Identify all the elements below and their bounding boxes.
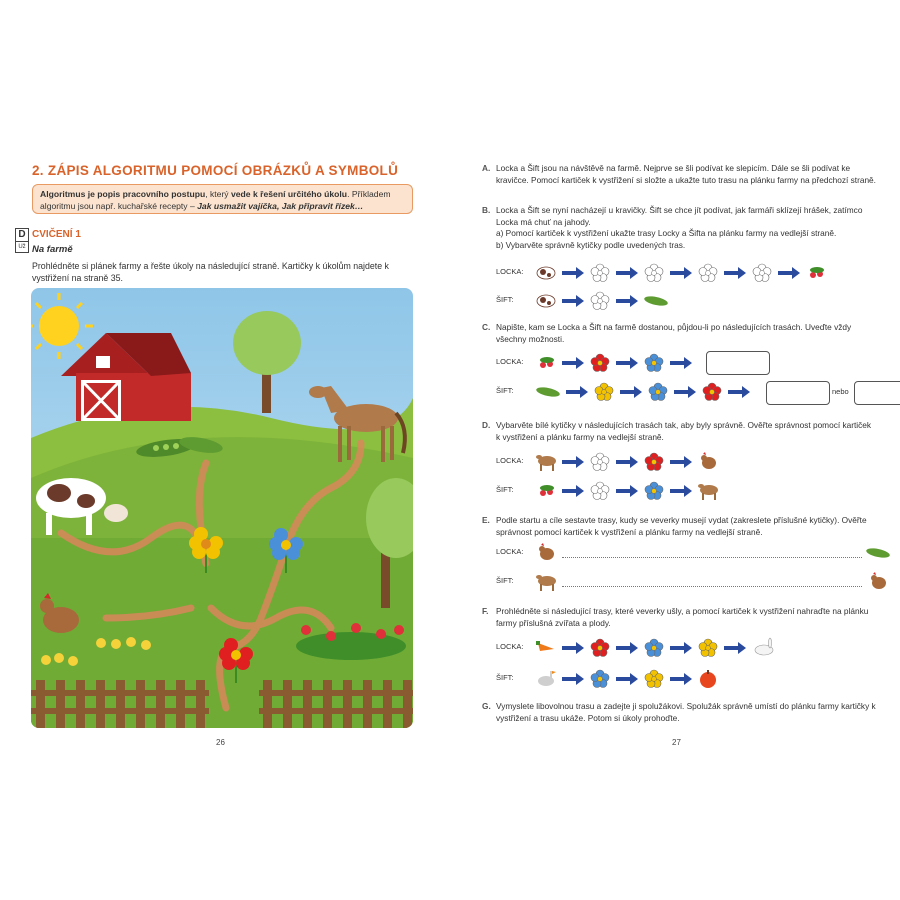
task-a-letter: A. (482, 163, 491, 173)
definition-text-2: . Příkladem algoritmu jsou např. kuchařské recepty – (40, 189, 391, 211)
arrow-right-icon (562, 267, 584, 279)
farm-map (31, 288, 413, 728)
arrow-right-icon (616, 456, 638, 468)
task-b-sub-b: b) Vybarvěte správně kytičky podle uvedených tras. (496, 239, 686, 250)
definition-text-1: , který (205, 189, 231, 199)
arrow-right-icon (670, 267, 692, 279)
right-page (450, 0, 900, 900)
difficulty-sub: Už (15, 242, 29, 253)
section-title: 2. ZÁPIS ALGORITMU POMOCÍ OBRÁZKŮ A SYMBOLŮ (32, 163, 399, 178)
task-b-row-locka (496, 262, 826, 282)
yellow-flower-icon (595, 383, 613, 401)
definition-bold-2: vede k řešení určitého úkolu (231, 189, 348, 199)
task-b-row-sift (496, 290, 826, 310)
arrow-right-icon (724, 642, 746, 654)
route-sequence (536, 480, 766, 502)
blue-flower-icon (645, 639, 663, 657)
horse-icon (536, 575, 556, 591)
carrot-icon (536, 641, 554, 651)
task-f (482, 606, 877, 629)
cow-icon (537, 295, 555, 307)
page-number-right: 27 (672, 738, 681, 747)
strawberry-icon (540, 485, 554, 496)
row-label: LOCKA: (496, 547, 524, 556)
blue-flower-icon (645, 482, 663, 500)
answer-box[interactable] (854, 381, 900, 405)
cow-icon (537, 267, 555, 279)
blue-flower-icon (649, 383, 667, 401)
answer-line[interactable] (562, 586, 862, 587)
arrow-right-icon (562, 485, 584, 497)
row-label: LOCKA: (496, 456, 524, 465)
row-label: ŠIFT: (496, 485, 514, 494)
rabbit-icon (755, 638, 773, 655)
arrow-right-icon (562, 456, 584, 468)
row-label: ŠIFT: (496, 576, 514, 585)
task-b-sub-a: a) Pomocí kartiček k vystřižení ukažte trasy Locky a Šifta na plánku farmy na vedlejší straně. (496, 228, 837, 238)
strawberry-icon (810, 267, 824, 278)
arrow-right-icon (562, 642, 584, 654)
horse-icon (536, 455, 556, 471)
task-b-text: Locka a Šift se nyní nacházejí u kravičky. Šift se chce jít podívat, jak farmáři sklízejí hrášek, zatímco Locka má chuť na jahody. (496, 205, 863, 227)
route-sequence (536, 381, 766, 403)
answer-box[interactable] (766, 381, 830, 405)
white-flower-icon (591, 264, 609, 282)
task-d (482, 420, 877, 443)
task-d-letter: D. (482, 420, 491, 430)
route-sequence (536, 262, 826, 284)
task-g-letter: G. (482, 701, 491, 711)
task-f-letter: F. (482, 606, 489, 616)
row-label: ŠIFT: (496, 673, 514, 682)
task-b (482, 205, 877, 251)
white-flower-icon (645, 264, 663, 282)
apple-icon (700, 670, 716, 688)
hen-icon (701, 452, 716, 469)
arrow-right-icon (616, 267, 638, 279)
task-c-letter: C. (482, 322, 491, 332)
route-start (536, 542, 558, 564)
task-c-text: Napište, kam se Locka a Šift na farmě dostanou, půjdou-li po následujících trasách. Uveďte vždy všechny možnosti. (496, 322, 852, 344)
arrow-right-icon (562, 295, 584, 307)
route-sequence (536, 637, 826, 659)
arrow-right-icon (670, 357, 692, 369)
peas-icon (536, 386, 561, 399)
task-d-text: Vybarvěte bílé kytičky v následujících trasách tak, aby byly správně. Ověřte správnost pomocí kartiček k vystřižení a plánku farmy na vedlejší straně. (496, 420, 872, 442)
row-label: ŠIFT: (496, 386, 514, 395)
hen-icon (539, 543, 554, 560)
arrow-right-icon (616, 295, 638, 307)
blue-flower-icon (645, 354, 663, 372)
route-start (536, 571, 558, 593)
peas-icon (643, 295, 668, 308)
task-c (482, 322, 877, 345)
yellow-flower-icon (645, 670, 663, 688)
definition-italic: Jak usmažit vajíčka, Jak připravit řízek… (197, 201, 364, 211)
row-label: LOCKA: (496, 357, 524, 366)
route-end (868, 571, 890, 593)
route-sequence (536, 451, 766, 473)
blue-flower-icon (591, 670, 609, 688)
yellow-flower-icon (699, 639, 717, 657)
task-e-row-sift (496, 571, 896, 591)
task-e (482, 515, 877, 538)
goose-icon (538, 671, 556, 686)
arrow-right-icon (616, 642, 638, 654)
route-sequence (536, 668, 766, 690)
white-flower-icon (591, 453, 609, 471)
red-flower-icon (703, 383, 721, 401)
task-g-text: Vymyslete libovolnou trasu a zadejte ji spolužákovi. Spolužák správně umístí do plánku farmy kartičky k vystřižení a trasu ukáže. Potom si úkoly prohoďte. (496, 701, 876, 723)
row-label: ŠIFT: (496, 295, 514, 304)
arrow-right-icon (670, 673, 692, 685)
task-f-row-locka (496, 637, 826, 657)
row-label: LOCKA: (496, 267, 524, 276)
horse-icon (698, 484, 718, 500)
task-e-text: Podle startu a cíle sestavte trasy, kudy se veverky musejí vydat (zakreslete příslušné kytičky). Ověřte správnost pomocí kartiček k vystřižení a plánku farmy na vedlejší straně. (496, 515, 867, 537)
task-a-text: Locka a Šift jsou na návštěvě na farmě. Nejprve se šli podívat ke slepicím. Dále se šli podívat ke kravičce. Pomocí kartiček k vystřižení si složte a ukažte tuto trasu na plánku farmy na předchozí straně. (496, 163, 876, 185)
arrow-right-icon (620, 386, 642, 398)
white-flower-icon (591, 482, 609, 500)
arrow-right-icon (674, 386, 696, 398)
arrow-right-icon (616, 357, 638, 369)
white-flower-icon (591, 292, 609, 310)
strawberry-icon (540, 357, 554, 368)
route-sequence (536, 352, 706, 374)
red-flower-icon (591, 639, 609, 657)
white-flower-icon (753, 264, 771, 282)
definition-bold-1: Algoritmus je popis pracovního postupu (40, 189, 206, 199)
task-c-row-locka (496, 352, 876, 372)
task-f-row-sift (496, 668, 826, 688)
task-a (482, 163, 877, 186)
difficulty-letter: D (15, 228, 29, 242)
arrow-right-icon (616, 673, 638, 685)
answer-line[interactable] (562, 557, 862, 558)
arrow-right-icon (778, 267, 800, 279)
arrow-right-icon (724, 267, 746, 279)
task-f-text: Prohlédněte si následující trasy, které veverky ušly, a pomocí kartiček k vystřižení nahraďte na plánku farmy příslušná zvířata a plody. (496, 606, 869, 628)
white-flower-icon (699, 264, 717, 282)
arrow-right-icon (670, 485, 692, 497)
row-label: LOCKA: (496, 642, 524, 651)
intro-text: Prohlédněte si plánek farmy a řešte úkoly na následující straně. Kartičky k úkolům najdete k vystřižení na straně 35. (32, 261, 389, 283)
red-flower-icon (645, 453, 663, 471)
answer-box[interactable] (706, 351, 770, 375)
task-d-row-locka (496, 451, 826, 471)
arrow-right-icon (728, 386, 750, 398)
difficulty-icon (15, 228, 29, 254)
peas-icon (866, 547, 891, 560)
task-e-letter: E. (482, 515, 490, 525)
arrow-right-icon (562, 357, 584, 369)
task-b-letter: B. (482, 205, 491, 215)
exercise-subtitle: Na farmě (32, 244, 73, 255)
task-g (482, 701, 877, 724)
route-sequence (536, 290, 826, 312)
hen-icon (871, 572, 886, 589)
exercise-title: CVIČENÍ 1 (32, 229, 81, 240)
task-d-row-sift (496, 480, 826, 500)
task-e-row-locka (496, 542, 896, 562)
arrow-right-icon (670, 642, 692, 654)
arrow-right-icon (670, 456, 692, 468)
arrow-right-icon (562, 673, 584, 685)
or-word: nebo (832, 387, 849, 396)
arrow-right-icon (616, 485, 638, 497)
definition-box (32, 184, 413, 214)
red-flower-icon (591, 354, 609, 372)
page-number-left: 26 (216, 738, 225, 747)
arrow-right-icon (566, 386, 588, 398)
task-c-row-sift (496, 381, 896, 401)
route-end (866, 542, 892, 564)
